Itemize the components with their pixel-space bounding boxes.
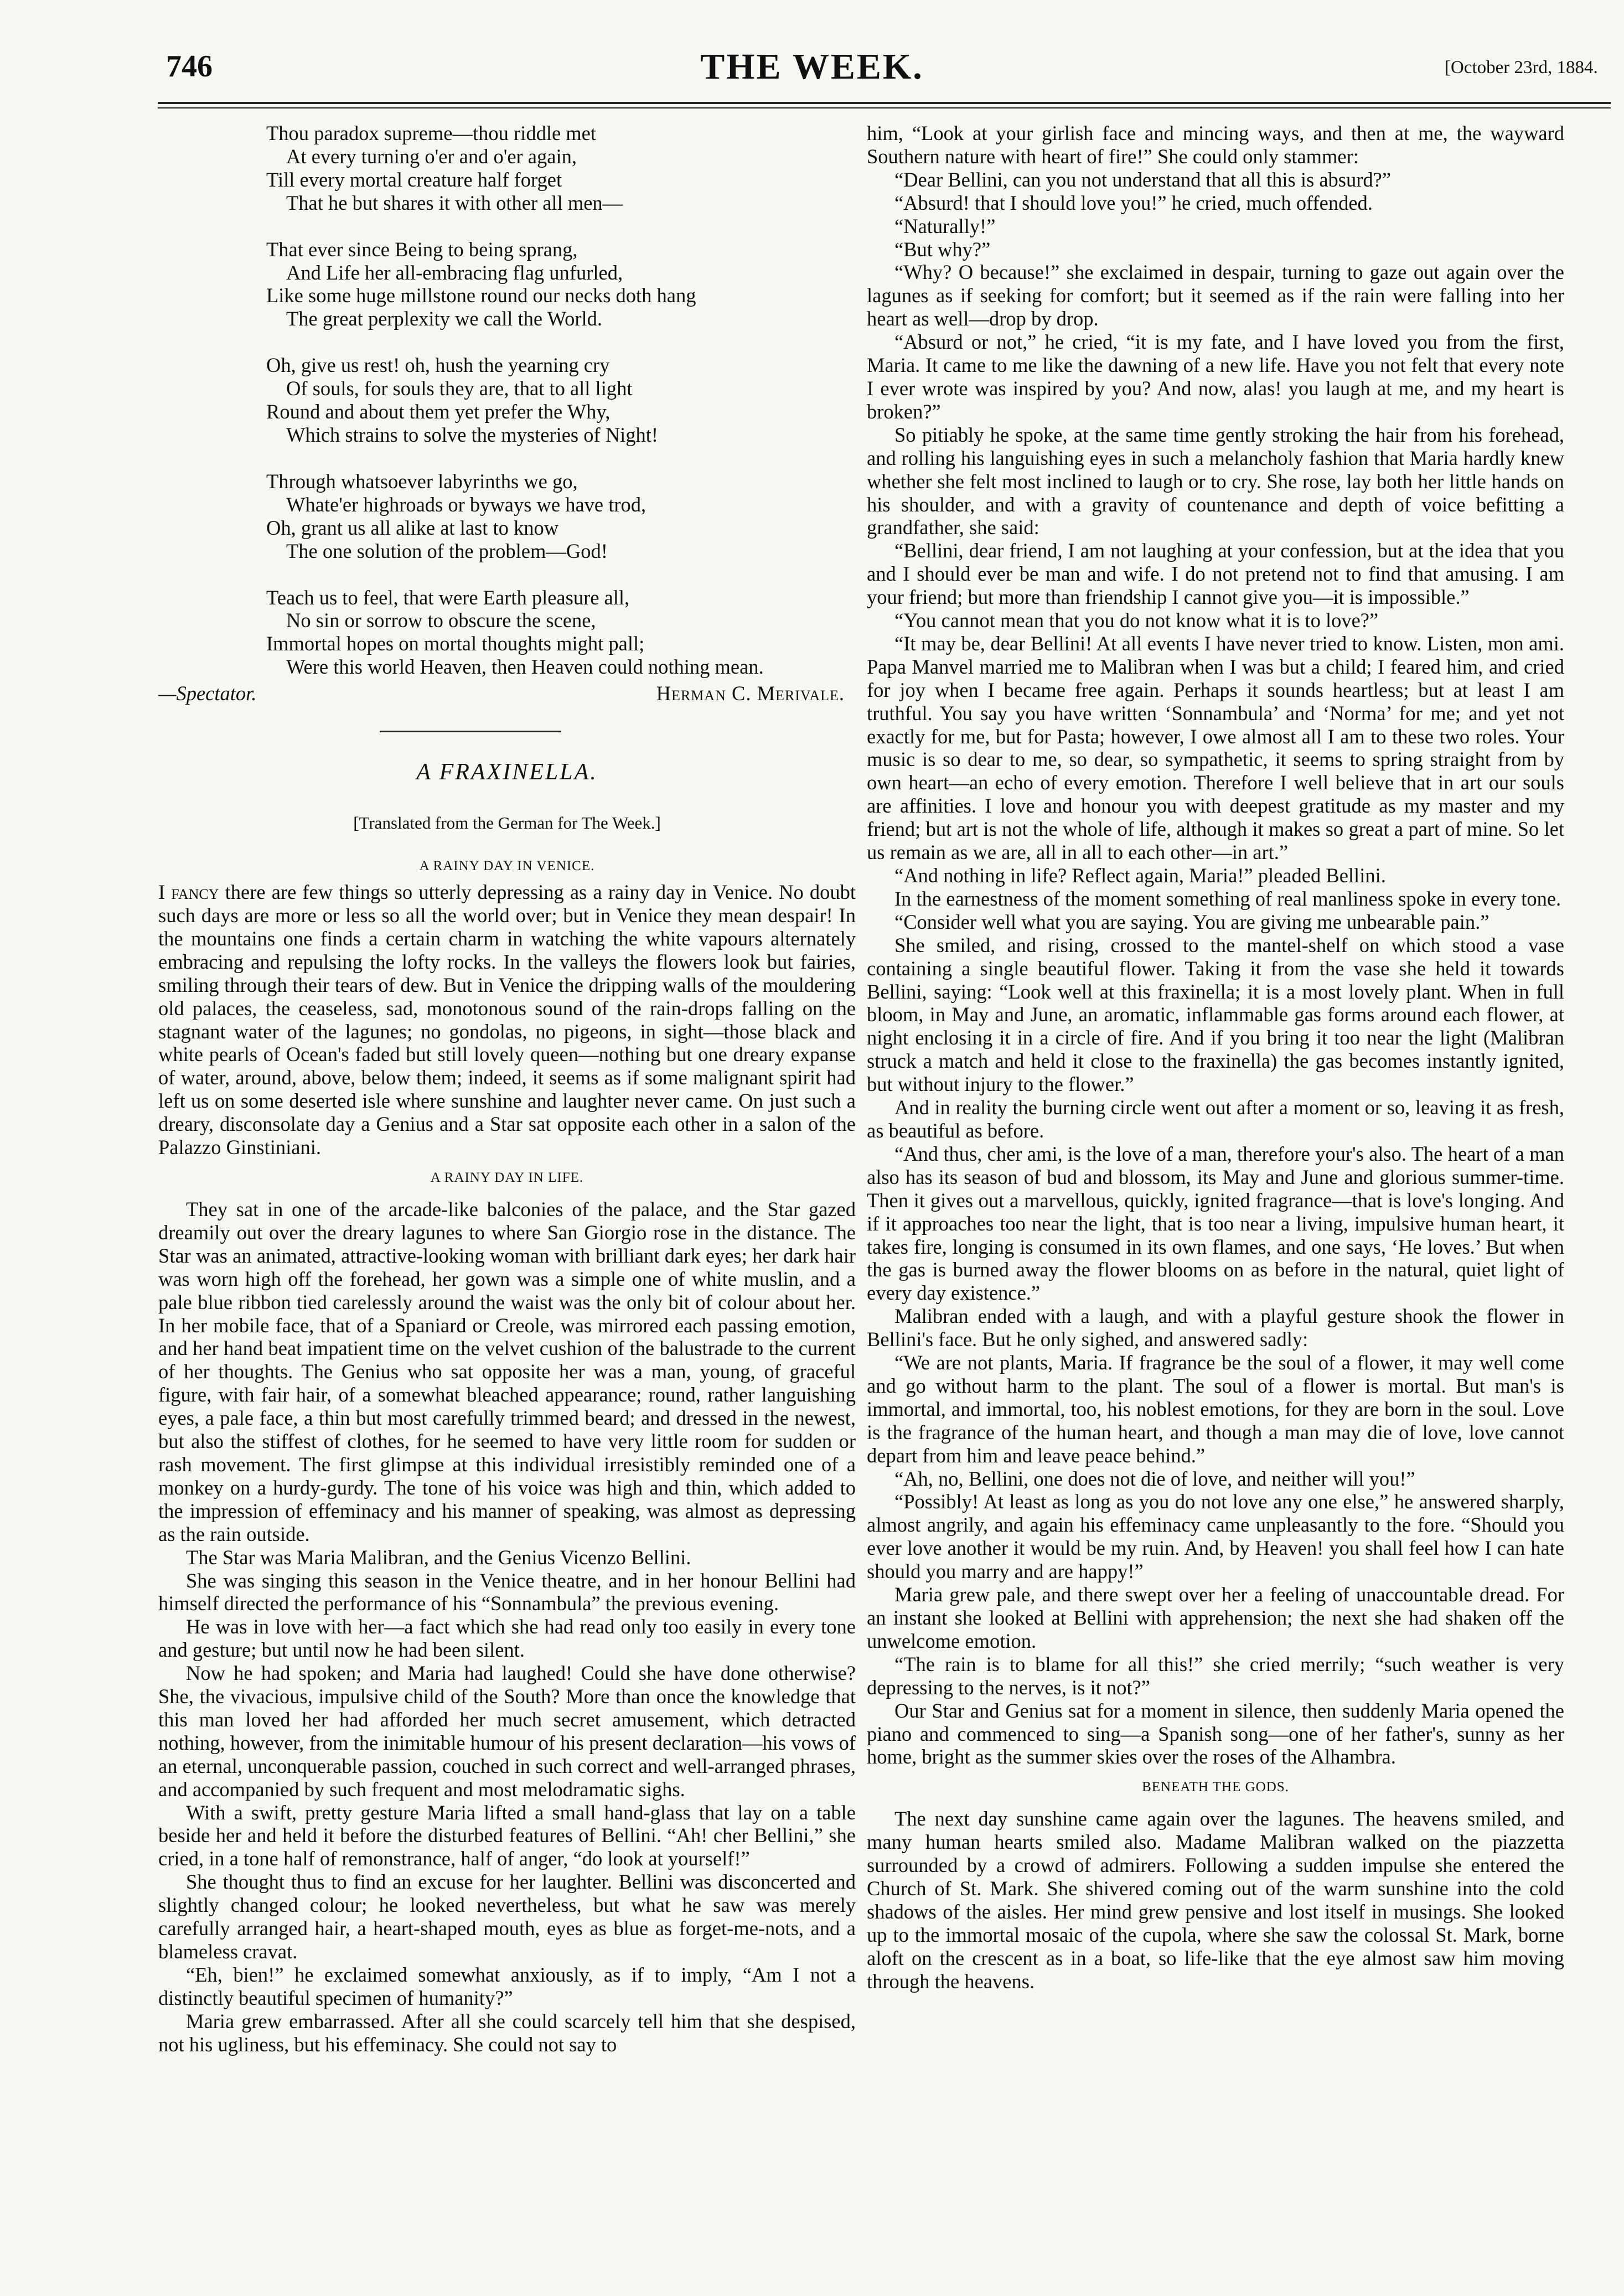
- section-heading: BENEATH THE GODS.: [1142, 1780, 1289, 1795]
- paragraph: “The rain is to blame for all this!” she cried merrily; “such weather is very depressing to the nerves, is it not?”: [867, 1652, 1564, 1699]
- paragraph: He was in love with her—a fact which she had read only too easily in every tone and gesture; but until now he had been silent.: [158, 1615, 856, 1662]
- paragraph: “We are not plants, Maria. If fragrance be the soul of a flower, it may well come and go without harm to the plant. The soul of a flower is mortal. But man's is immortal, and immortal, too, his noblest emotions, for they are born in the soul. Love is the fragrance of the human heart, and though a man may die of love, love cannot depart from him and leave peace behind.”: [867, 1351, 1564, 1467]
- poem-line: No sin or sorrow to obscure the scene,: [286, 609, 596, 632]
- article-title: A FRAXINELLA.: [416, 759, 598, 785]
- poem-stanza: [266, 354, 856, 447]
- poem-line: Till every mortal creature half forget: [266, 168, 562, 191]
- paragraph: “And thus, cher ami, is the love of a man, therefore your's also. The heart of a man also has its season of bud and blossom, its May and June and glorious summer-time. Then it gives out a marvellous, quickly, ignited fragrance—that is love's longing. And if it approaches too near the light, that is too near a living, impulsive human heart, it takes fire, longing is consumed in its own flames, and one says, ‘He loves.’ But when the gas is burned away the flower blooms on as before in the natural, quiet light of every day existence.”: [867, 1142, 1564, 1305]
- paragraph: “Ah, no, Bellini, one does not die of love, and neither will you!”: [894, 1467, 1415, 1490]
- poem-source: —Spectator.: [158, 682, 257, 705]
- section-heading: A RAINY DAY IN LIFE.: [430, 1170, 584, 1185]
- poem-line: The one solution of the problem—God!: [286, 539, 608, 562]
- poem: [266, 122, 856, 679]
- poem-line: Teach us to feel, that were Earth pleasure all,: [266, 586, 630, 609]
- poem-line: Of souls, for souls they are, that to all light: [286, 377, 633, 400]
- paragraph: She was singing this season in the Venice theatre, and in her honour Bellini had himself directed the performance of his “Sonnambula” the previous evening.: [158, 1569, 856, 1615]
- right-column: [867, 122, 1564, 1993]
- poem-line: Round and about them yet prefer the Why,: [266, 400, 611, 423]
- poem-line: Through whatsoever labyrinths we go,: [266, 469, 578, 493]
- poem-line: Were this world Heaven, then Heaven could nothing mean.: [286, 655, 764, 679]
- poem-line: The great perplexity we call the World.: [286, 307, 603, 330]
- page-header: [0, 0, 1624, 111]
- paragraph: Our Star and Genius sat for a moment in silence, then suddenly Maria opened the piano and commenced to sing—a Spanish song—one of her father's, sunny as her home, bright as the summer skies over the roses of the Alhambra.: [867, 1699, 1564, 1768]
- paragraph: “Dear Bellini, can you not understand that all this is absurd?”: [894, 168, 1392, 191]
- poem-attribution: [158, 682, 856, 707]
- poem-line: Which strains to solve the mysteries of Night!: [286, 423, 659, 446]
- header-rule-top: [158, 102, 1611, 104]
- poem-line: Like some huge millstone round our necks doth hang: [266, 284, 696, 307]
- poem-line: And Life her all-embracing flag unfurled,: [286, 261, 623, 284]
- paragraph: Maria grew pale, and there swept over her a feeling of unaccountable dread. For an instant she looked at Bellini with apprehension; the next she had shaken off the unwelcome emotion.: [867, 1583, 1564, 1652]
- paragraph: “Consider well what you are saying. You are giving me unbearable pain.”: [894, 910, 1489, 933]
- paragraph: Now he had spoken; and Maria had laughed! Could she have done otherwise? She, the vivacious, impulsive child of the South? More than once the knowledge that this man loved her had afforded her much secret amusement, which detracted nothing, however, from the inimitable humour of his present declaration—his vows of an eternal, unconquerable passion, couched in such correct and well-arranged phrases, and accompanied by such frequent and most melodramatic sighs.: [158, 1662, 856, 1801]
- poem-line: Oh, grant us all alike at last to know: [266, 516, 559, 539]
- paragraph: So pitiably he spoke, at the same time gently stroking the hair from his forehead, and rolling his languishing eyes in such a melancholy fashion that Maria hardly knew whether she felt most inclined to laugh or to cry. She rose, lay both her little hands on his shoulder, and with a gravity of countenance and depth of voice befitting a grandfather, she said:: [867, 423, 1564, 539]
- poem-line: Whate'er highroads or byways we have trod,: [286, 493, 647, 516]
- opening-words: I fancy: [158, 881, 219, 904]
- paragraph: “Why? O because!” she exclaimed in despair, turning to gaze out again over the lagunes as if seeking for comfort; but it seemed as if the rain were falling into her heart as well—drop by drop.: [867, 261, 1564, 330]
- paragraph-text: there are few things so utterly depressing as a rainy day in Venice. No doubt such days are more or less so all the world over; but in Venice they mean despair! In the mountains one finds a certain charm in watching the white vapours alternately embracing and repulsing the lofty rocks. In the valleys the flowers look but fairies, smiling through their tears of dew. But in Venice the dripping walls of the mouldering old palaces, the ceaseless, sad, monotonous sound of the rain-drops falling on the stagnant water of the lagunes; no gondolas, no pigeons, in sight—those black and white pearls of Ocean's faded but still lovely queen—nothing but one dreary expanse of water, around, above, below them; indeed, it seems as if some malignant spirit had left us on some deserted isle where sunshine and laughter never came. On just such a dreary, disconsolate day a Genius and a Star sat opposite each other in a salon of the Palazzo Ginstiniani.: [158, 881, 856, 1159]
- poem-line: That he but shares it with other all men—: [286, 191, 623, 214]
- paragraph: “Absurd or not,” he cried, “it is my fate, and I have loved you from the first, Maria. It came to me like the dawning of a new life. Have you not felt that every note I ever wrote was inspired by you? And now, alas! you laugh at me, and my heart is broken?”: [867, 330, 1564, 423]
- paragraph: With a swift, pretty gesture Maria lifted a small hand-glass that lay on a table beside her and held it before the disturbed features of Bellini. “Ah! cher Bellini,” she cried, in a tone half of remonstrance, half of anger, “do look at yourself!”: [158, 1801, 856, 1870]
- paragraph: Maria grew embarrassed. After all she could scarcely tell him that she despised, not his ugliness, but his effeminacy. She could not say to: [158, 2009, 856, 2056]
- poem-line: That ever since Being to being sprang,: [266, 237, 578, 261]
- poem-line: Thou paradox supreme—thou riddle met: [266, 122, 597, 144]
- section-divider: [380, 731, 561, 732]
- paragraph: They sat in one of the arcade-like balconies of the palace, and the Star gazed dreamily out over the dreary lagunes to where San Giorgio rose in the distance. The Star was an animated, attractive-looking woman with brilliant dark eyes; her dark hair was worn high off the forehead, her gown was a simple one of white muslin, and a pale blue ribbon tied carelessly around the waist was the only bit of colour about her. In her mobile face, that of a Spaniard or Creole, was mirrored each passing emotion, and her hand beat impatient time on the velvet cushion of the balustrade to the current of her thoughts. The Genius who sat opposite her was a man, young, of graceful figure, with fair hair, of a somewhat bleached appearance; round, rather languishing eyes, a pale face, a thin but most carefully trimmed beard; and dressed in the newest, but also the stiffest of clothes, for he seemed to have very little room for sudden or rash movement. The first glimpse at this individual irresistibly reminded one of a monkey on a hurdy-gurdy. The tone of his voice was high and thin, which added to the impression of effeminacy and his manner of speaking, was almost as depressing as the rain outside.: [158, 1198, 856, 1545]
- publication-title: THE WEEK.: [700, 46, 924, 87]
- paragraph: And in reality the burning circle went out after a moment or so, leaving it as fresh, as beautiful as before.: [867, 1096, 1564, 1142]
- paragraph: The Star was Maria Malibran, and the Genius Vicenzo Bellini.: [186, 1545, 691, 1569]
- paragraph: “Eh, bien!” he exclaimed somewhat anxiously, as if to imply, “Am I not a distinctly beautiful specimen of humanity?”: [158, 1963, 856, 2009]
- paragraph: She thought thus to find an excuse for her laughter. Bellini was disconcerted and slightly changed colour; he looked nevertheless, but what he saw was merely carefully arranged hair, a heart-shaped mouth, eyes as blue as forget-me-nots, and a blameless cravat.: [158, 1870, 856, 1963]
- poem-line: Immortal hopes on mortal thoughts might pall;: [266, 632, 645, 655]
- page-number: 746: [166, 49, 213, 84]
- poem-stanza: [266, 122, 856, 215]
- issue-date: [October 23rd, 1884.: [1445, 58, 1598, 77]
- poem-stanza: [266, 238, 856, 331]
- paragraph: “Naturally!”: [894, 214, 996, 237]
- paragraph: “And nothing in life? Reflect again, Maria!” pleaded Bellini.: [894, 864, 1386, 887]
- paragraph: Malibran ended with a laugh, and with a playful gesture shook the flower in Bellini's face. But he only sighed, and answered sadly:: [867, 1305, 1564, 1351]
- poem-line: At every turning o'er and o'er again,: [286, 144, 577, 168]
- translation-note: [Translated from the German for The Week.]: [353, 813, 661, 833]
- paragraph: The next day sunshine came again over the lagunes. The heavens smiled, and many human hearts smiled also. Madame Malibran walked on the piazzetta surrounded by a crowd of admirers. Following a sudden impulse she entered the Church of St. Mark. She shivered coming out of the warm sunshine into the cold shadows of the aisles. Her mind grew pensive and lost itself in musings. She looked up to the immortal mosaic of the cupola, where she saw the colossal St. Mark, borne aloft on the crescent as in a boat, so life-like that the eye almost saw him moving through the heavens.: [867, 1807, 1564, 1993]
- paragraph: “It may be, dear Bellini! At all events I have never tried to know. Listen, mon ami. Papa Manvel married me to Malibran when I was but a child; I feared him, and cried for joy when I became free again. Perhaps it sounds heartless; but at least I am truthful. You say you have written ‘Sonnambula’ and ‘Norma’ for me; and yet not exactly for me, but for Pasta; however, I owe almost all I am to these two roles. Your music is so dear to me, so dear, so sympathetic, it seems to spring straight from by own heart—an echo of every emotion. Therefore I well believe that in art our souls are affinities. I love and honour you with deepest gratitude as my master and my friend; but art is not the whole of life, although it makes so great a part of mine. So let us remain as we are, all in all to each other—in art.”: [867, 632, 1564, 864]
- header-rule-bottom: [158, 107, 1611, 108]
- poem-line: Oh, give us rest! oh, hush the yearning cry: [266, 354, 610, 377]
- paragraph: [158, 881, 856, 1159]
- paragraph: She smiled, and rising, crossed to the mantel-shelf on which stood a vase containing a single beautiful flower. Taking it from the vase she held it towards Bellini, saying: “Look well at this fraxinella; it is a most lovely plant. When in full bloom, in May and June, an aromatic, inflammable gas forms around each flower, at night enclosing it in a circle of fire. And if you bring it too near the light (Malibran struck a match and held it close to the fraxinella) the gas becomes instantly ignited, but without injury to the flower.”: [867, 933, 1564, 1096]
- paragraph: “Bellini, dear friend, I am not laughing at your confession, but at the idea that you and I should ever be man and wife. I do not pretend not to find that amusing. I am your friend; but more than friendship I cannot give you—it is impossible.”: [867, 539, 1564, 609]
- paragraph: “But why?”: [894, 237, 991, 261]
- paragraph: In the earnestness of the moment something of real manliness spoke in every tone.: [894, 887, 1561, 910]
- paragraph: “Absurd! that I should love you!” he cried, much offended.: [894, 191, 1373, 214]
- poem-author: Herman C. Merivale.: [656, 682, 845, 705]
- left-column: [158, 122, 856, 2056]
- section-heading: A RAINY DAY IN VENICE.: [419, 859, 595, 874]
- poem-stanza: [266, 470, 856, 563]
- poem-stanza: [266, 586, 856, 679]
- paragraph: “You cannot mean that you do not know what it is to love?”: [894, 609, 1379, 632]
- paragraph: “Possibly! At least as long as you do not love any one else,” he answered sharply, almost angrily, and again his effeminacy came unpleasantly to the fore. “Should you ever love another it would be my ruin. And, by Heaven! you shall feel how I can hate should you marry and are happy!”: [867, 1490, 1564, 1583]
- paragraph: him, “Look at your girlish face and mincing ways, and then at me, the wayward Southern nature with heart of fire!” She could only stammer:: [867, 122, 1564, 168]
